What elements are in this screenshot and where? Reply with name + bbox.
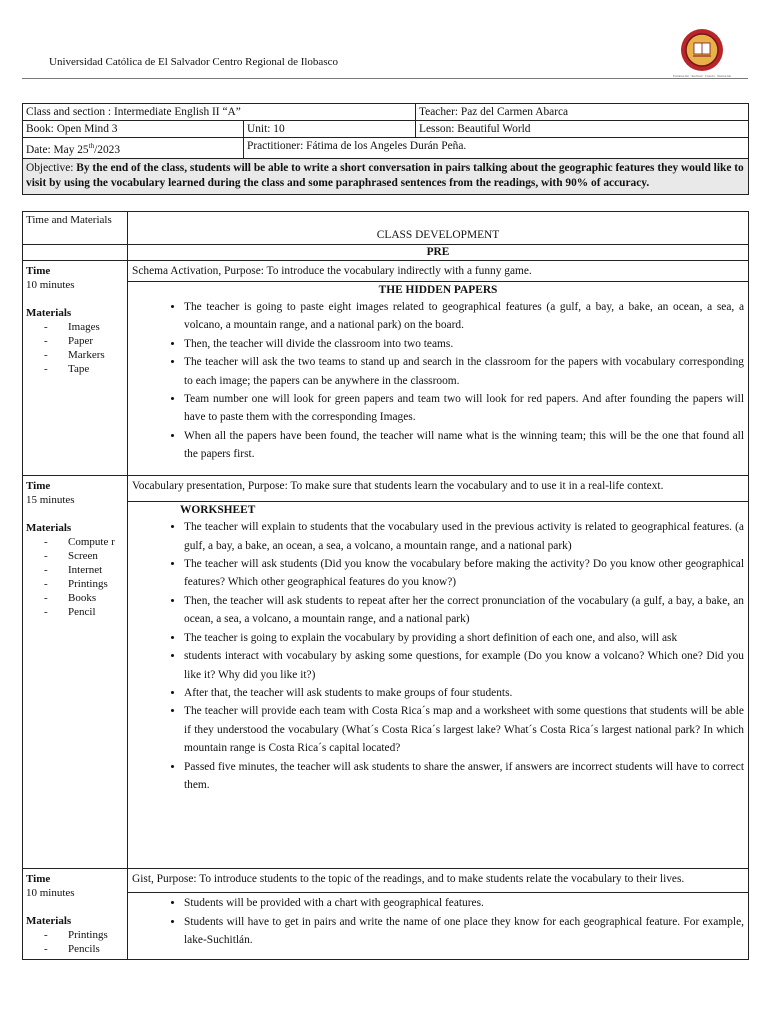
materials-label: Materials <box>26 307 72 319</box>
class-development-table <box>22 211 749 960</box>
col-header-time-materials: Time and Materials <box>23 212 128 245</box>
material-item: - Printings <box>26 928 124 942</box>
material-item: - Pencil <box>26 605 124 619</box>
institution-name: Universidad Católica de El Salvador Centro Regional de Ilobasco <box>49 56 338 68</box>
material-item: - Books <box>26 591 124 605</box>
material-item: - Printings <box>26 577 124 591</box>
material-item: - Markers <box>26 348 124 362</box>
time-label: Time <box>26 873 51 885</box>
section-3-intro: Gist, Purpose: To introduce students to the topic of the readings, and to make students relate the vocabulary to their lives. <box>128 869 749 893</box>
activity-bullet: • After that, the teacher will ask students to make groups of four students. <box>184 684 744 702</box>
material-item: - Pencils <box>26 942 124 956</box>
teacher: Teacher: Paz del Carmen Abarca <box>416 104 749 121</box>
pre-left-empty <box>23 245 128 261</box>
header-divider <box>22 78 748 79</box>
activity-bullet: • The teacher will ask the two teams to stand up and search in the classroom for the papers with vocabulary corresponding to each image; the papers can be anywhere in the classroom. <box>184 353 744 390</box>
university-seal <box>671 25 733 81</box>
activity-bullet: • Then, the teacher will ask students to repeat after her the correct pronunciation of the vocabulary (a gulf, a bay, a bake, an ocean, a sea, a volcano, a mountain range, and a national park) <box>184 592 744 629</box>
book: Book: Open Mind 3 <box>23 121 244 138</box>
date-prefix: Date: May 25 <box>26 143 89 156</box>
date <box>23 138 244 159</box>
activity-bullet: • Students will have to get in pairs and write the name of one place they know for each geographical feature. For example, lake-Suchitlán. <box>184 913 744 950</box>
materials-label: Materials <box>26 915 72 927</box>
section-2-body <box>128 502 749 869</box>
activity-bullet: • The teacher is going to explain the vocabulary by providing a short definition of each one, and also, will ask <box>184 629 744 647</box>
practitioner: Practitioner: Fátima de los Angeles Durán Peña. <box>244 138 749 159</box>
section-1-time: 10 minutes <box>26 279 75 291</box>
section-3-time: 10 minutes <box>26 887 75 899</box>
activity-bullet: • The teacher will provide each team with Costa Rica´s map and a worksheet with some questions that students will be able if they understood the vocabulary (What´s Costa Rica´s largest lake? What´s Costa Rica´s largest national park? In which mountain range is Costa Rica´s capital located? <box>184 702 744 757</box>
activity-bullet: • students interact with vocabulary by asking some questions, for example (Do you know a volcano? Which one? Did you like it? Why did you like it?) <box>184 647 744 684</box>
material-item: - Images <box>26 320 124 334</box>
section-1-intro: Schema Activation, Purpose: To introduce the vocabulary indirectly with a funny game. <box>128 261 749 282</box>
activity-bullet: • Students will be provided with a chart with geographical features. <box>184 894 744 912</box>
material-item: - Internet <box>26 563 124 577</box>
section-3-body <box>128 893 749 960</box>
material-item: - Tape <box>26 362 124 376</box>
section-3-left <box>23 869 128 960</box>
section-1-left <box>23 261 128 476</box>
activity-bullet: • Passed five minutes, the teacher will ask students to share the answer, if answers are incorrect students will have to correct them. <box>184 758 744 795</box>
materials-label: Materials <box>26 522 72 534</box>
date-suffix: /2023 <box>94 143 121 156</box>
activity-bullet: • Then, the teacher will divide the classroom into two teams. <box>184 335 744 353</box>
objective <box>23 158 749 194</box>
lesson: Lesson: Beautiful World <box>416 121 749 138</box>
section-1-title: THE HIDDEN PAPERS <box>378 284 498 296</box>
activity-bullet: • The teacher will explain to students that the vocabulary used in the previous activity is related to geographical features. (a gulf, a bay, a bake, an ocean, a sea, a volcano, a mountain range, and a national park) <box>184 518 744 555</box>
material-item: - Paper <box>26 334 124 348</box>
material-item: - Screen <box>26 549 124 563</box>
section-2-intro: Vocabulary presentation, Purpose: To make sure that students learn the vocabulary and to use it in a real-life context. <box>128 476 749 502</box>
objective-text: By the end of the class, students will be able to write a short conversation in pairs talking about the geographic features they would like to visit by using the vocabulary learned during the class and some paraphrased sentences from the readings, with 90% of accuracy. <box>26 161 744 190</box>
activity-bullet: • The teacher will ask students (Did you know the vocabulary before making the activity? Do you know other geographical features? Which other geographical features do you know?) <box>184 555 744 592</box>
section-1-body <box>128 282 749 476</box>
section-2-left <box>23 476 128 869</box>
unit: Unit: 10 <box>244 121 416 138</box>
activity-bullet: • Team number one will look for green papers and team two will look for red papers. And after founding the papers will have to paste them with the corresponding Images. <box>184 390 744 427</box>
class-section: Class and section : Intermediate English II “A” <box>23 104 416 121</box>
section-2-title: WORKSHEET <box>180 504 256 517</box>
date-sup: th <box>88 142 95 150</box>
time-label: Time <box>26 480 51 492</box>
seal-motto: Ponderación · Rectitud · Ciencia · Ilustración <box>672 74 732 78</box>
col-header-class-development: CLASS DEVELOPMENT <box>128 212 749 245</box>
activity-bullet: • The teacher is going to paste eight images related to geographical features (a gulf, a bay, a bake, an ocean, a sea, a volcano, a mountain range, and a national park) on the board. <box>184 298 744 335</box>
lesson-info-table <box>22 103 749 195</box>
objective-label: Objective: <box>26 161 77 174</box>
section-2-time: 15 minutes <box>26 494 75 506</box>
time-label: Time <box>26 265 51 277</box>
activity-bullet: • When all the papers have been found, the teacher will name what is the winning team; this will be the one that found all the papers first. <box>184 427 744 464</box>
stage-pre: PRE <box>128 245 749 261</box>
material-item: - Compute r <box>26 535 124 549</box>
